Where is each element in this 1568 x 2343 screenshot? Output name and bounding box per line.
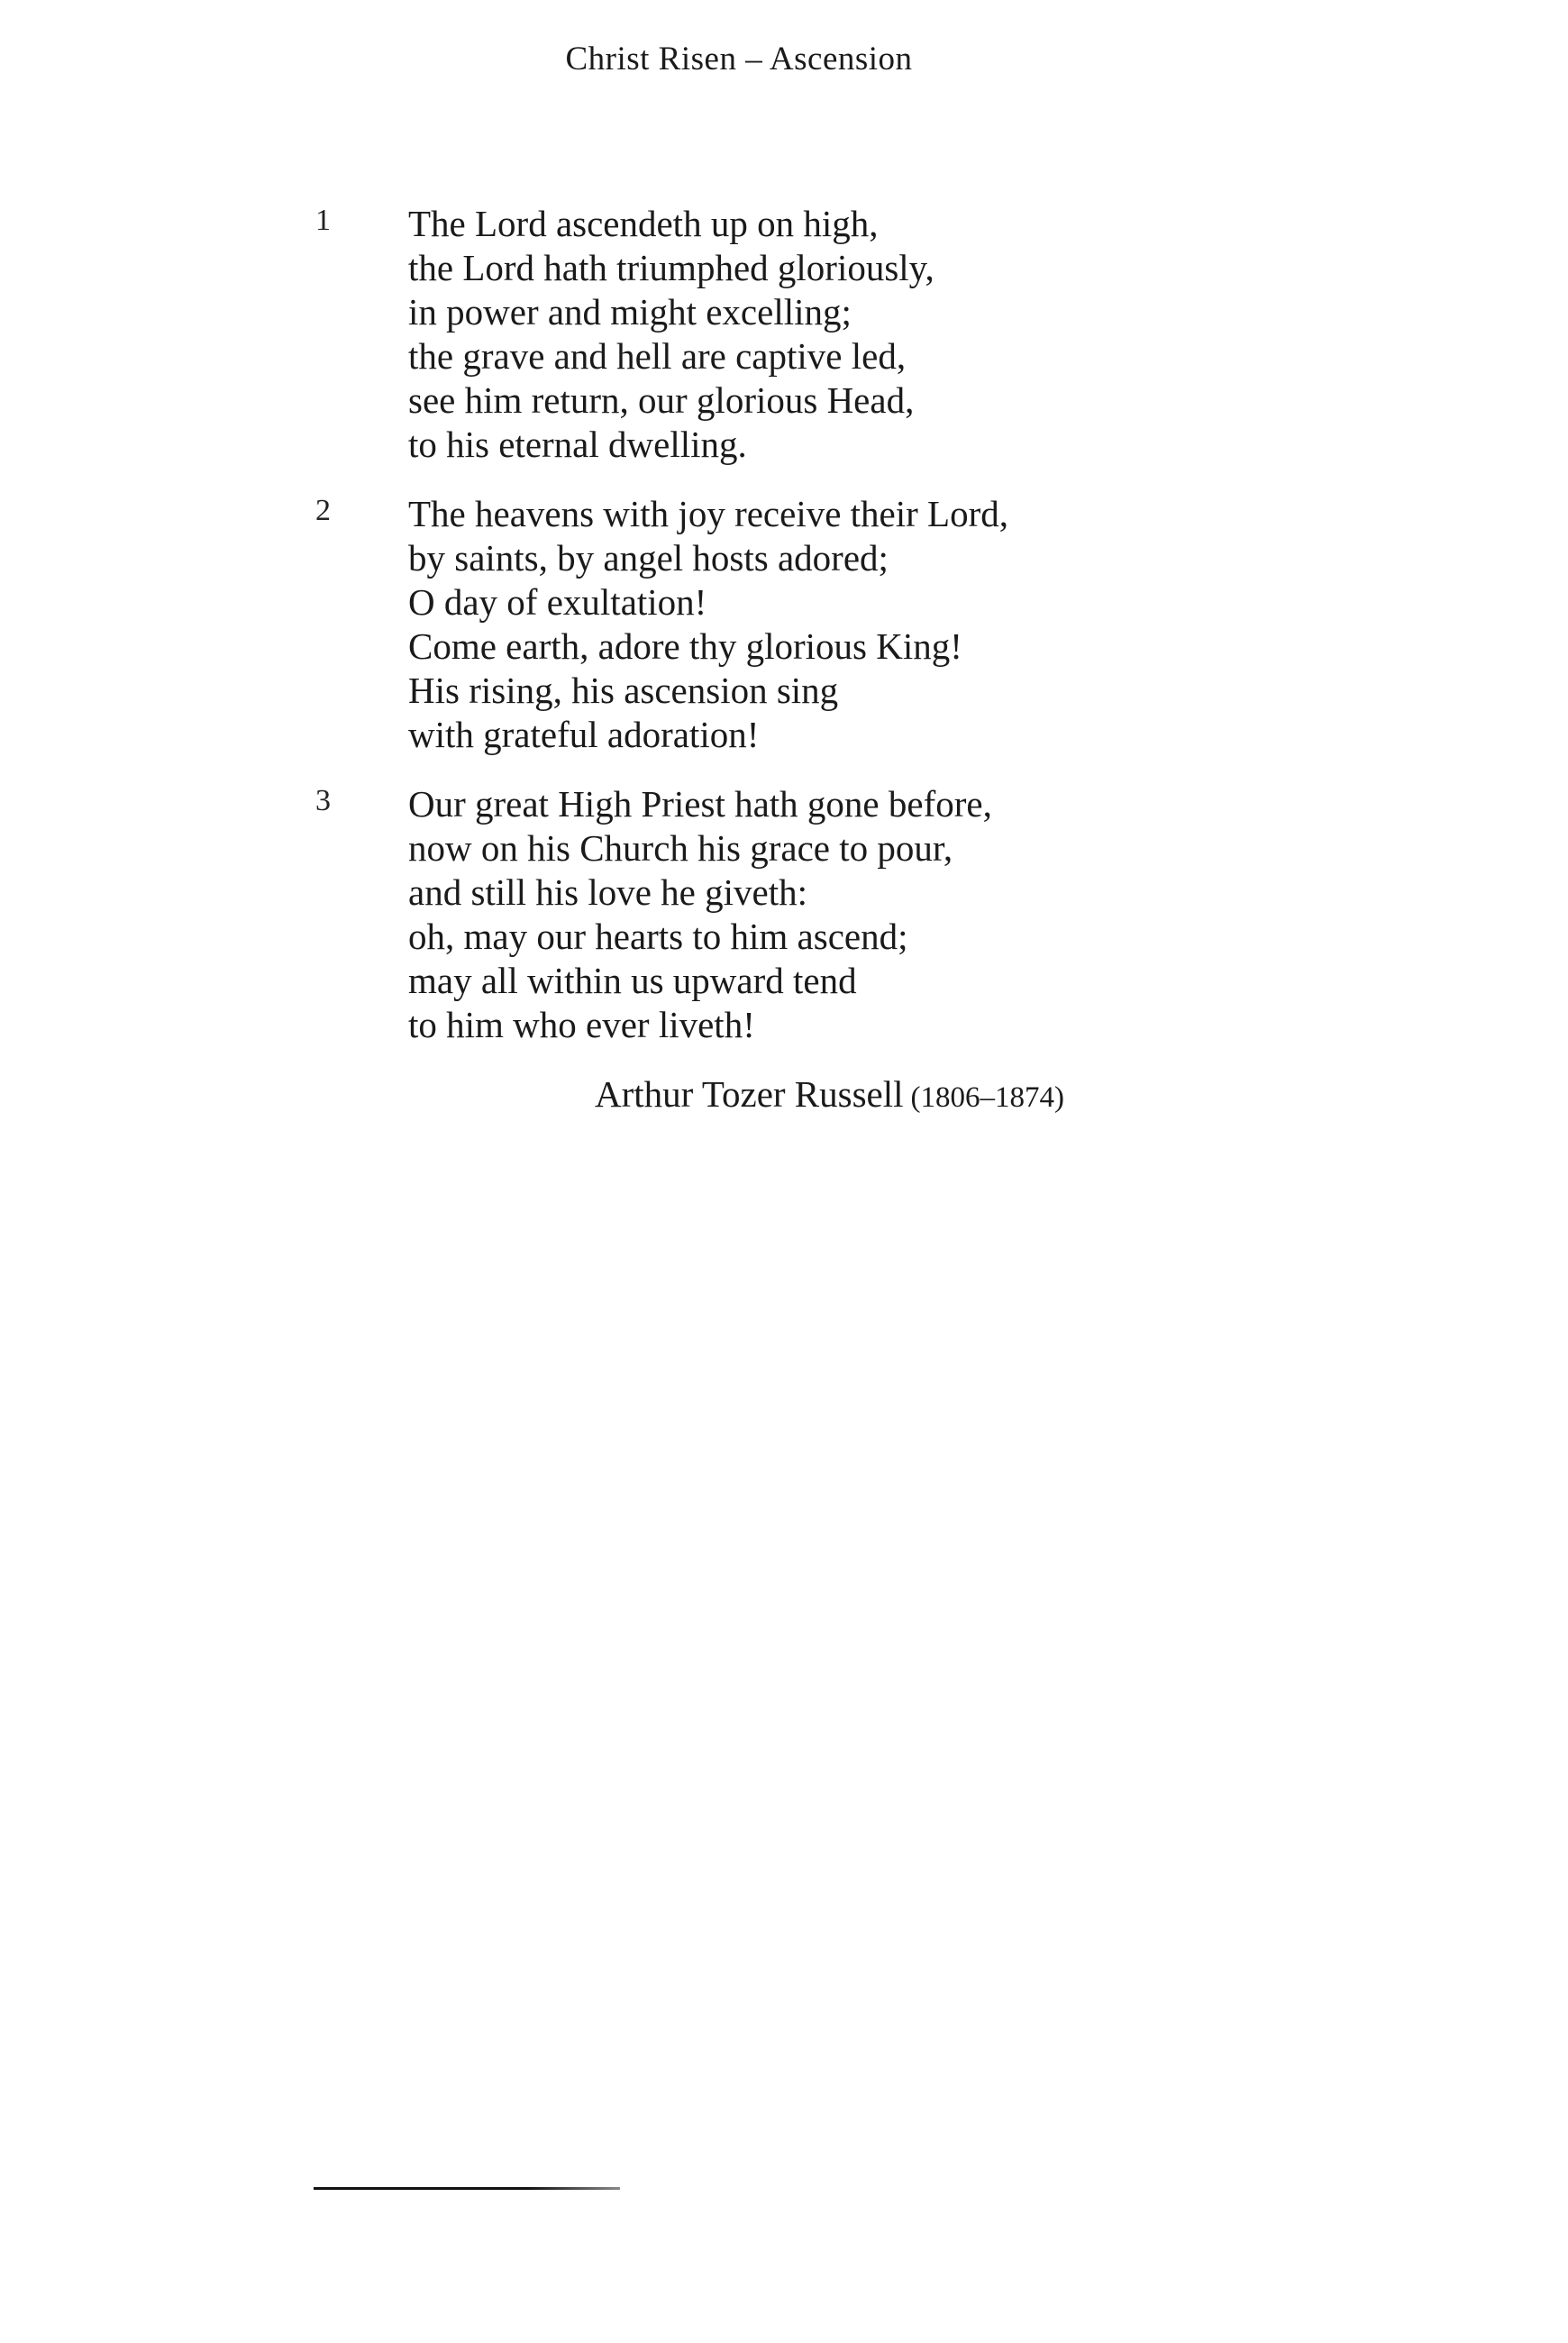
verse-line: with grateful adoration! [408, 714, 760, 755]
verse-line: The heavens with joy receive their Lord, [408, 493, 1008, 534]
verse-line: Come earth, adore thy glorious King! [408, 625, 962, 667]
verse-number: 2 [315, 494, 331, 527]
verse-line: and still his love he giveth: [408, 871, 807, 913]
verse-line: His rising, his ascension sing [408, 670, 839, 711]
verse-line: oh, may our hearts to him ascend; [408, 916, 908, 957]
verse-line: the Lord hath triumphed gloriously, [408, 247, 934, 288]
attribution [595, 1072, 1064, 1116]
page-title: Christ Risen – Ascension [565, 41, 913, 77]
verse-line: in power and might excelling; [408, 291, 852, 333]
author-dates: (1806–1874) [910, 1081, 1065, 1114]
verse-line: may all within us upward tend [408, 960, 857, 1001]
verse-number: 3 [315, 784, 331, 817]
hymn-verses [0, 202, 1568, 1072]
verse-line: to his eternal dwelling. [408, 424, 747, 465]
verse-line: see him return, our glorious Head, [408, 379, 915, 421]
verse-lines [408, 492, 1568, 757]
verse-lines [408, 202, 1568, 467]
verse-line: the grave and hell are captive led, [408, 335, 907, 377]
verse-line: Our great High Priest hath gone before, [408, 783, 992, 825]
verse-line: now on his Church his grace to pour, [408, 827, 953, 869]
author-name: Arthur Tozer Russell [595, 1073, 904, 1115]
verse-number: 1 [315, 204, 331, 237]
verse-2 [0, 492, 1568, 757]
footer-rule [314, 2187, 620, 2190]
verse-3 [0, 782, 1568, 1047]
verse-line: to him who ever liveth! [408, 1004, 755, 1045]
verse-line: The Lord ascendeth up on high, [408, 203, 879, 244]
verse-lines [408, 782, 1568, 1047]
verse-1 [0, 202, 1568, 467]
verse-line: O day of exultation! [408, 581, 707, 623]
verse-line: by saints, by angel hosts adored; [408, 537, 889, 579]
